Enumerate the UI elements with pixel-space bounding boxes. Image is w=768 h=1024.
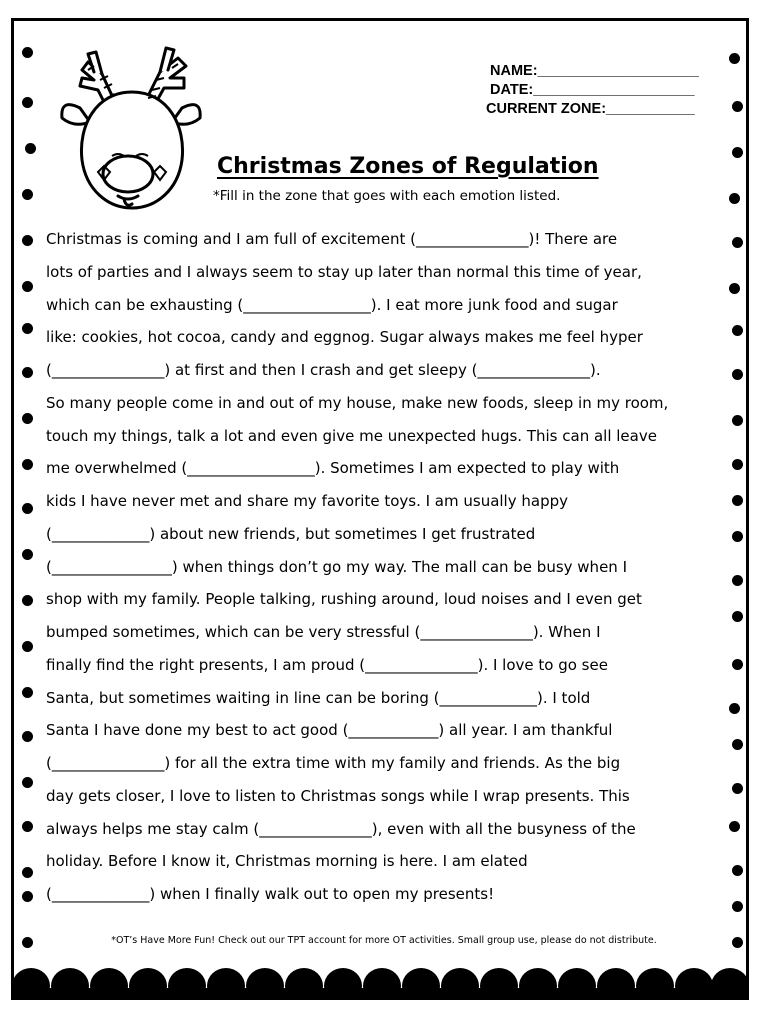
border-dot (22, 189, 33, 200)
story-line: Santa I have done my best to act good (____________) all year. I am thankful (46, 721, 613, 740)
story-line: So many people come in and out of my house, make new foods, sleep in my room, (46, 393, 669, 412)
border-dot (732, 101, 743, 112)
story-line: day gets closer, I love to listen to Christmas songs while I wrap presents. This (46, 786, 630, 805)
story-line: finally find the right presents, I am proud (_______________). I love to go see (46, 655, 608, 674)
story-line: shop with my family. People talking, rushing around, loud noises and I even get (46, 590, 642, 609)
border-dot (22, 503, 33, 514)
reindeer-icon (52, 36, 212, 216)
border-dot (22, 595, 33, 606)
border-dot (22, 821, 33, 832)
date-field[interactable]: DATE:____________________ (490, 82, 695, 98)
story-line: me overwhelmed (_________________). Sometimes I am expected to play with (46, 459, 620, 478)
current-zone-field[interactable]: CURRENT ZONE:___________ (486, 101, 695, 117)
border-dot (22, 777, 33, 788)
border-dot (22, 459, 33, 470)
footer-note: *OT’s Have More Fun! Check out our TPT account for more OT activities. Small group use, please do not distribute. (111, 935, 657, 946)
border-dot (22, 641, 33, 652)
page-title: Christmas Zones of Regulation (217, 154, 599, 179)
border-dot (732, 147, 743, 158)
border-dot (22, 687, 33, 698)
story-line: (_____________) when I finally walk out to open my presents! (46, 885, 495, 903)
border-dot (25, 143, 36, 154)
border-dot (22, 323, 33, 334)
border-dot (22, 281, 33, 292)
story-line: like: cookies, hot cocoa, candy and eggnog. Sugar always makes me feel hyper (46, 328, 643, 347)
story-line: holiday. Before I know it, Christmas morning is here. I am elated (46, 852, 528, 871)
story-line: bumped sometimes, which can be very stressful (_______________). When I (46, 623, 601, 641)
scalloped-border (14, 960, 746, 1000)
story-line: (________________) when things don’t go my way. The mall can be busy when I (46, 557, 627, 576)
border-dot (22, 235, 33, 246)
story-text (46, 225, 736, 913)
story-line: (_____________) about new friends, but sometimes I get frustrated (46, 524, 536, 543)
border-dot (22, 413, 33, 424)
story-line: always helps me stay calm (_______________), even with all the busyness of the (46, 819, 636, 838)
story-line: Christmas is coming and I am full of excitement (_______________)! There are (46, 230, 618, 248)
student-info-fields (486, 62, 726, 119)
story-line: lots of parties and I always seem to stay up later than normal this time of year, (46, 262, 642, 281)
story-line: kids I have never met and share my favorite toys. I am usually happy (46, 492, 568, 510)
border-dot (22, 891, 33, 902)
story-line: (_______________) at first and then I crash and get sleepy (_______________). (46, 361, 601, 379)
border-dot (22, 731, 33, 742)
border-dot (22, 867, 33, 878)
story-line: Santa, but sometimes waiting in line can be boring (_____________). I told (46, 688, 591, 707)
story-line: touch my things, talk a lot and even give me unexpected hugs. This can all leave (46, 426, 657, 445)
border-dot (729, 193, 740, 204)
border-dot (22, 549, 33, 560)
border-dot (22, 47, 33, 58)
story-line: (_______________) for all the extra time with my family and friends. As the big (46, 754, 621, 772)
border-dot (22, 367, 33, 378)
story-line: which can be exhausting (_________________). I eat more junk food and sugar (46, 295, 618, 314)
name-field[interactable]: NAME:____________________ (490, 63, 699, 79)
border-dot (22, 97, 33, 108)
border-dot (729, 53, 740, 64)
instructions: *Fill in the zone that goes with each emotion listed. (213, 188, 561, 204)
